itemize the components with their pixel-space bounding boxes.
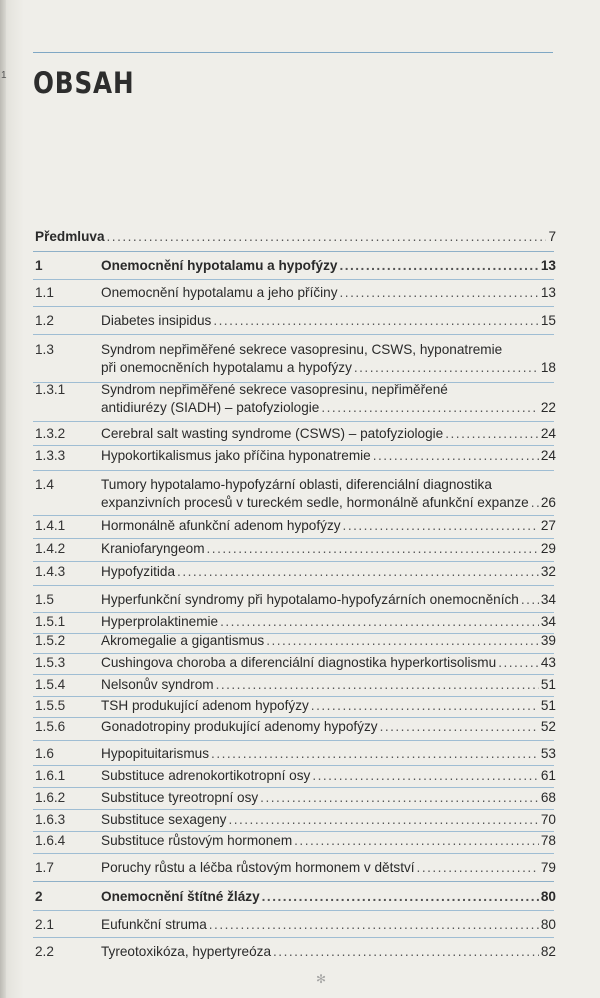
- header-rule: [33, 52, 553, 53]
- separator: [33, 251, 554, 252]
- separator: [33, 561, 554, 562]
- separator: [33, 809, 554, 810]
- separator: [33, 674, 554, 675]
- separator: [33, 421, 554, 422]
- separator: [33, 937, 554, 938]
- separator: [33, 445, 554, 446]
- separator: [33, 470, 554, 471]
- page-title: OBSAH: [33, 66, 135, 100]
- separator: [33, 515, 554, 516]
- separator: [33, 881, 554, 882]
- separator: [33, 853, 554, 854]
- separator: [33, 787, 554, 788]
- show-through-text: [300, 62, 560, 252]
- spine-mark: 1: [1, 70, 7, 81]
- separator: [33, 765, 554, 766]
- separator: [33, 585, 554, 586]
- book-spine-shadow: [0, 0, 6, 998]
- book-page: 1 OBSAH Předmluva ..... 7 1 Onemocnění hypotalamu a hypofýzy ..... 13 1.1 Onemocnění hypotalamu a jeho příčiny ..... 13 1.2 Diabetes insipidus ..... 15 1.3 Syndrom nepřiměřené sekrece vasopresinu, CSWS, hyponatremie při onemocněních hypotalamu a hypofýzy ..... 18 1.3.1 Syndrom nepřiměřené sekrece vasopresinu, nepřiměřené antidiurézy (SIADH) – patofyziologie ..... 22 1.3.2 Cerebral salt wasting syndrome (CSWS) – patofyziologie ..... 24 1.3.3 Hypokortikalismus jako příčina hyponatremie ..... 24 1.4 Tumory hypotalamo-hypofyzární oblasti, diferenciální diagnostika expanzivních procesů v tureckém sedle, hormonálně afunkční expanze ..... 26 1.4.1 Hormonálně afunkční adenom hypofýzy ..... 27 1.4.2 Kraniofaryngeom ..... 29 1.4.3 Hypofyzitida ..... 32 1.5 Hyperfunkční syndromy při hypotalamo-hypofyzárních onemocněních ..... 34 1.5.1 Hyperprolaktinemie ..... 34 1.5.2 Akromegalie a gigantismus ..... 39 1.5.3 Cushingova choroba a diferenciální diagnostika hyperkortisolismu ..... 43 1.5.4 Nelsonův syndrom ..... 51 1.5.5 TSH produkující adenom hypofýzy ..... 51 1.5.6 Gonadotropiny produkující adenomy hypofýzy ..... 52 1.6 Hypopituitarismus ..... 53 1.6.1 Substituce adrenokortikotropní osy ..... 61 1.6.2 Substituce tyreotropní osy ..... 68 1.6.3 Substituce sexageny ..... 70 1.6.4 Substituce růstovým hormonem ..... 78 1.7 Poruchy růstu a léčba růstovým hormonem v dětství ..... 79 2 Onemocnění štítné žlázy ..... 80 2.1 Eufunkční struma ..... 80 2.2 Tyreotoxikóza, hypertyreóza ..... 82 ✻: [0, 0, 600, 998]
- page-smudge-icon: ✻: [316, 972, 327, 986]
- separator: [33, 538, 554, 539]
- separator: [33, 740, 554, 741]
- separator: [33, 306, 554, 307]
- separator: [33, 910, 554, 911]
- separator: [33, 279, 554, 280]
- separator: [33, 334, 554, 335]
